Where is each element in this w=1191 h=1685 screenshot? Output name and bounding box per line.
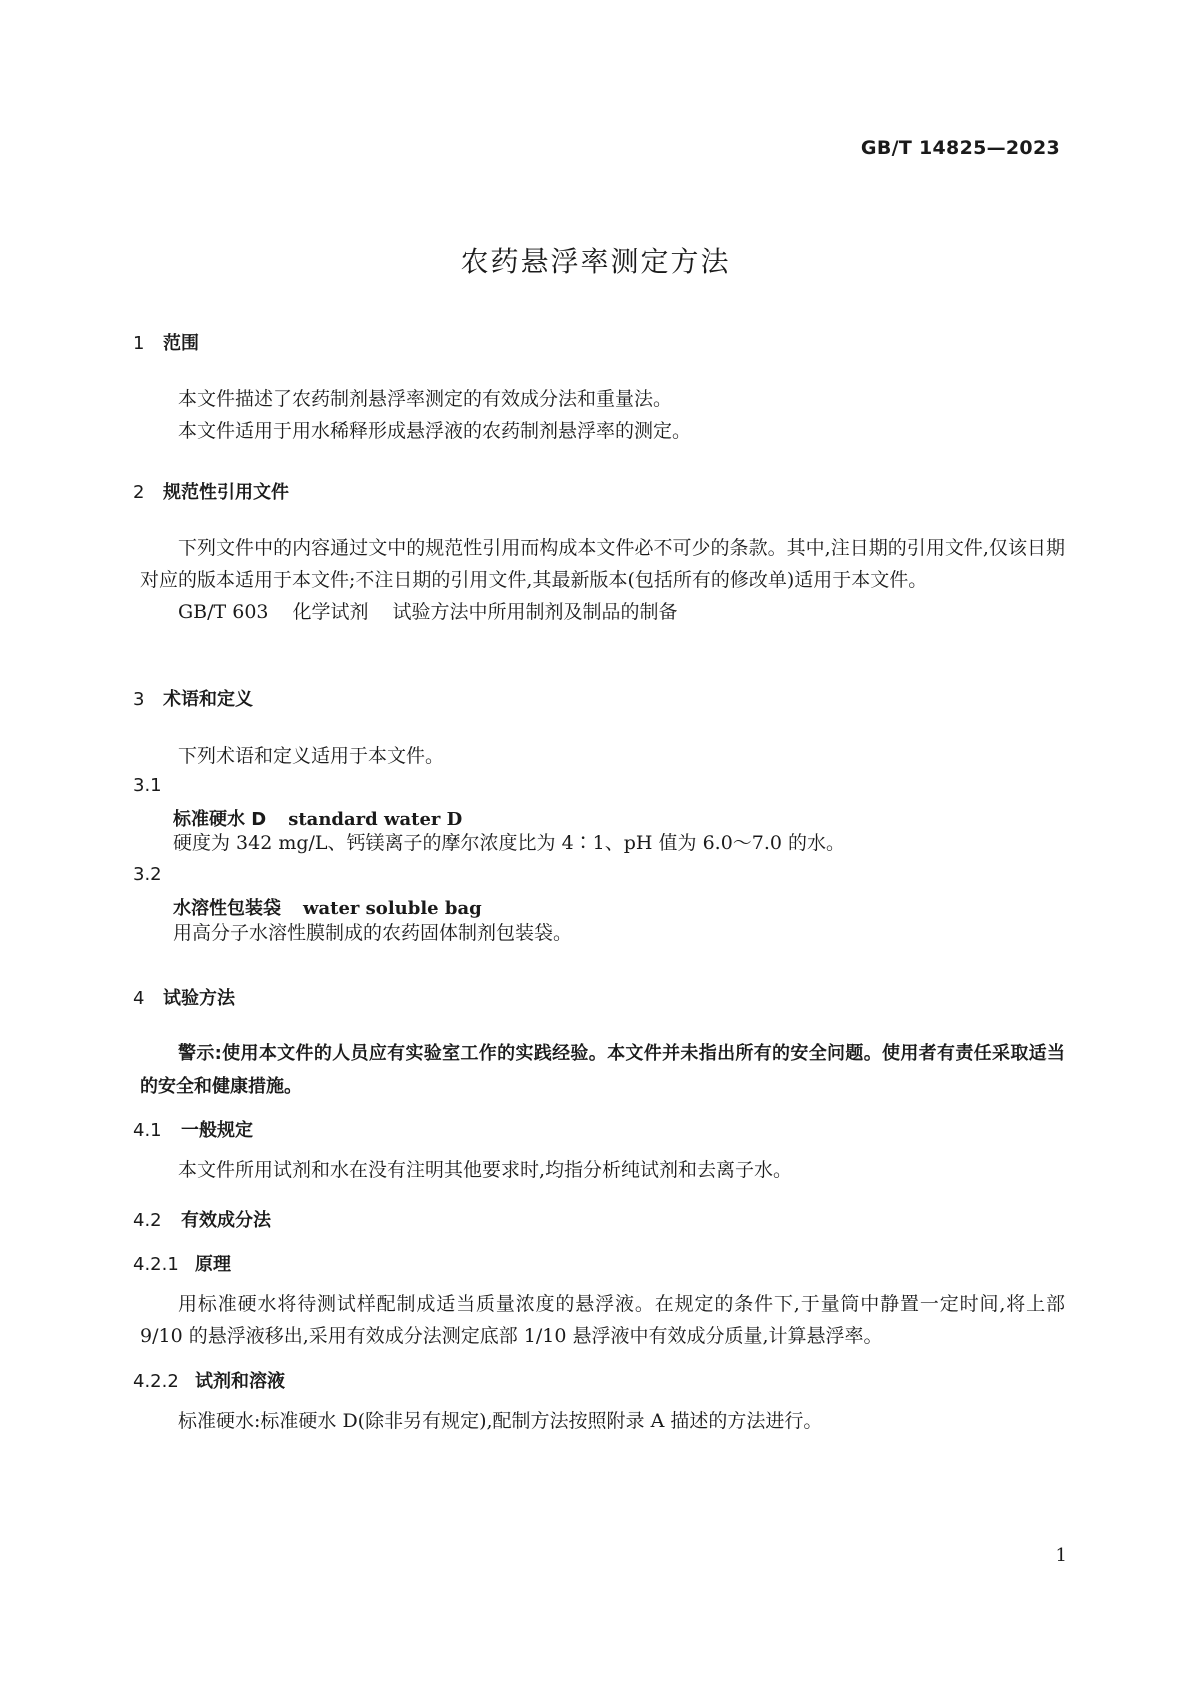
- reference-title-b: 试验方法中所用制剂及制品的制备: [392, 601, 678, 623]
- section-4-2-2-body: [140, 1405, 822, 1437]
- section-number: 4.2.2: [133, 1371, 179, 1392]
- safety-warning: [140, 1037, 1065, 1103]
- section-number: 1: [133, 333, 145, 354]
- section-4-2-1-body: [140, 1288, 1065, 1352]
- section-number: 4.2.1: [133, 1254, 179, 1275]
- section-title: 规范性引用文件: [163, 482, 289, 503]
- term-zh: 标准硬水 D: [173, 809, 267, 830]
- section-4-heading: [133, 984, 235, 1010]
- section-number: 4: [133, 988, 145, 1009]
- term-en: water soluble bag: [303, 898, 482, 919]
- paragraph: 标准硬水:标准硬水 D(除非另有规定),配制方法按照附录 A 描述的方法进行。: [178, 1410, 823, 1432]
- term-number: 3.1: [133, 775, 162, 796]
- section-title: 术语和定义: [163, 689, 253, 710]
- paragraph: 本文件描述了农药制剂悬浮率测定的有效成分法和重量法。: [178, 388, 673, 410]
- section-3-intro: [140, 740, 444, 772]
- section-number: 3: [133, 689, 145, 710]
- section-number: 4.2: [133, 1210, 162, 1231]
- section-number: 2: [133, 482, 145, 503]
- section-title: 原理: [195, 1254, 231, 1275]
- section-title: 一般规定: [181, 1120, 253, 1141]
- section-1-body: [140, 383, 1065, 447]
- paragraph: 本文件适用于用水稀释形成悬浮液的农药制剂悬浮率的测定。: [178, 420, 692, 442]
- term-definition: 用高分子水溶性膜制成的农药固体制剂包装袋。: [173, 922, 573, 944]
- paragraph: 下列术语和定义适用于本文件。: [178, 745, 445, 767]
- normative-reference: [140, 596, 1065, 628]
- section-4-2-2-heading: [133, 1367, 285, 1393]
- term-definition: 硬度为 342 mg/L、钙镁离子的摩尔浓度比为 4∶1、pH 值为 6.0～7.0 的水。: [173, 832, 846, 854]
- reference-title-a: 化学试剂: [292, 601, 369, 623]
- term-number: 3.2: [133, 864, 162, 885]
- paragraph: 用标准硬水将待测试样配制成适当质量浓度的悬浮液。在规定的条件下,于量筒中静置一定时间,将上部 9/10 的悬浮液移出,采用有效成分法测定底部 1/10 悬浮液中有效成分质量,计算悬浮率。: [140, 1293, 1065, 1347]
- section-4-2-1-heading: [133, 1250, 231, 1276]
- section-title: 有效成分法: [181, 1210, 271, 1231]
- section-2-body: [140, 532, 1065, 628]
- section-number: 4.1: [133, 1120, 162, 1141]
- section-title: 试验方法: [163, 988, 235, 1009]
- section-1-heading: [133, 329, 199, 355]
- section-2-heading: [133, 478, 289, 504]
- section-4-2-heading: [133, 1206, 271, 1232]
- paragraph: 本文件所用试剂和水在没有注明其他要求时,均指分析纯试剂和去离子水。: [178, 1159, 793, 1181]
- paragraph: 下列文件中的内容通过文中的规范性引用而构成本文件必不可少的条款。其中,注日期的引用文件,仅该日期对应的版本适用于本文件;不注日期的引用文件,其最新版本(包括所有的修改单)适用于本文件。: [140, 537, 1065, 591]
- section-4-1-heading: [133, 1116, 253, 1142]
- reference-code: GB/T 603: [178, 601, 269, 623]
- standard-code: GB/T 14825—2023: [860, 137, 1060, 159]
- section-title: 试剂和溶液: [195, 1371, 285, 1392]
- warning-text: 警示:使用本文件的人员应有实验室工作的实践经验。本文件并未指出所有的安全问题。使用者有责任采取适当的安全和健康措施。: [140, 1043, 1065, 1097]
- term-zh: 水溶性包装袋: [173, 898, 281, 919]
- document-title: 农药悬浮率测定方法: [460, 245, 731, 278]
- section-4-1-body: [140, 1154, 792, 1186]
- term-en: standard water D: [288, 809, 463, 830]
- section-3-heading: [133, 685, 253, 711]
- page-number: 1: [1055, 1545, 1067, 1566]
- section-title: 范围: [163, 333, 199, 354]
